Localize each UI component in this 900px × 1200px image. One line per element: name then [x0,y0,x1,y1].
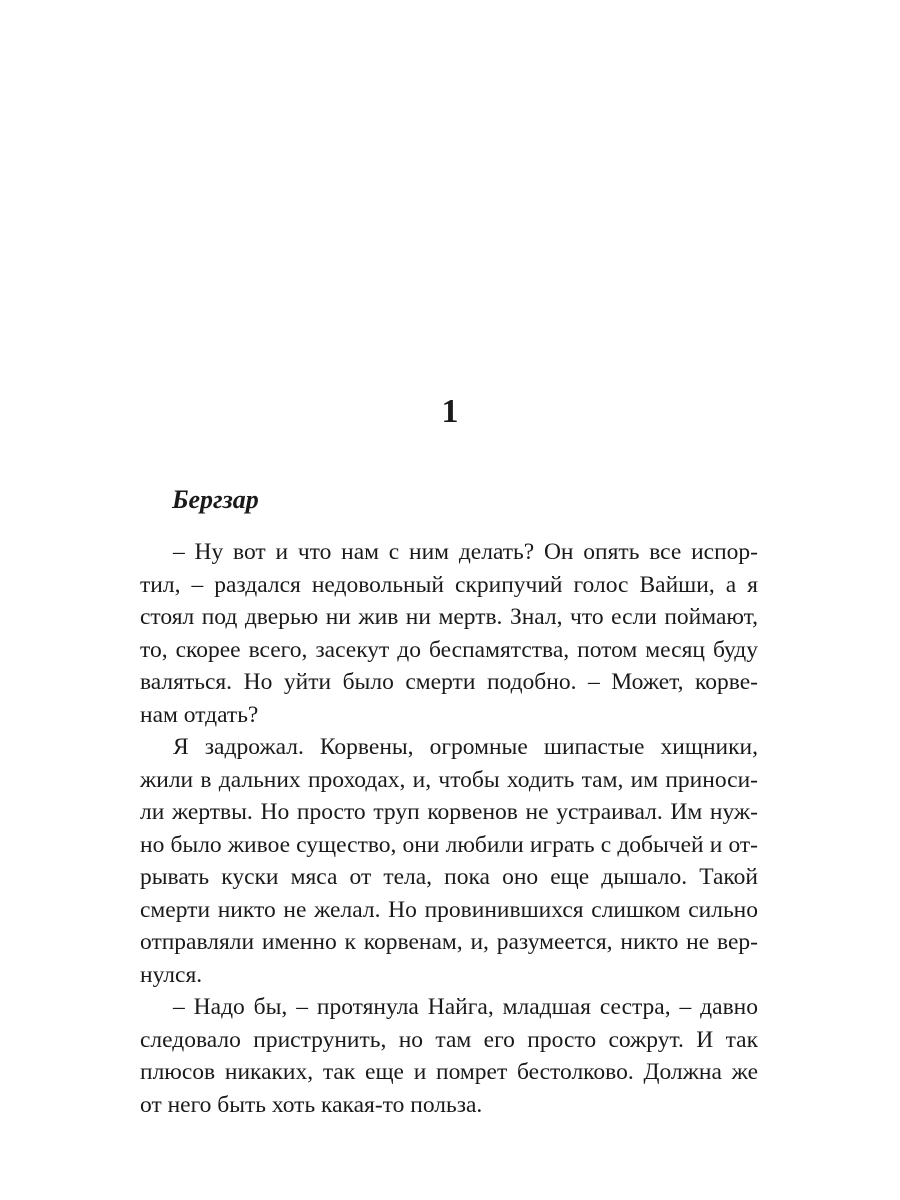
paragraph-2 [140,731,758,991]
text-line: но было живое существо, они любили играть с добычей и от- [140,831,758,858]
paragraph-1 [140,536,758,731]
text-line: Я задрожал. Корвены, огромные шипастые хищники, [173,734,758,760]
text-line: то, скорее всего, засекут до беспамятства, потом месяц буду [140,636,758,663]
text-line: – Надо бы, – протянула Найга, младшая сестра, – давно [173,994,758,1020]
text-line: от него быть хоть какая-то польза. [140,1091,483,1118]
body-text [140,536,758,1121]
text-line: стоял под дверью ни жив ни мертв. Знал, что если поймают, [140,604,758,630]
text-line: нам отдать? [140,701,259,728]
text-line: жили в дальних проходах, и, чтобы ходить там, им приноси- [140,766,758,793]
text-line: рывать куски мяса от тела, пока оно еще дышало. Такой [140,864,758,890]
text-line: плюсов никаких, так еще и помрет бестолково. Должна же [140,1059,758,1085]
text-line: валяться. Но уйти было смерти подобно. – Может, корве- [140,669,758,695]
text-line: – Ну вот и что нам с ним делать? Он опять все испор- [173,539,758,565]
text-line: тил, – раздался недовольный скрипучий голос Вайши, а я [140,571,758,598]
text-line: смерти никто не желал. Но провинившихся слишком сильно [140,896,758,923]
chapter-number: 1 [441,393,459,430]
text-line: нулся. [140,961,203,988]
section-title: Бергзар [172,485,259,514]
text-line: отправляли именно к корвенам, и, разумеется, никто не вер- [140,929,758,955]
text-line: ли жертвы. Но просто труп корвенов не устраивал. Им нуж- [140,799,758,825]
paragraph-3 [140,991,758,1121]
text-line: следовало приструнить, но там его просто сожрут. И так [140,1026,758,1053]
